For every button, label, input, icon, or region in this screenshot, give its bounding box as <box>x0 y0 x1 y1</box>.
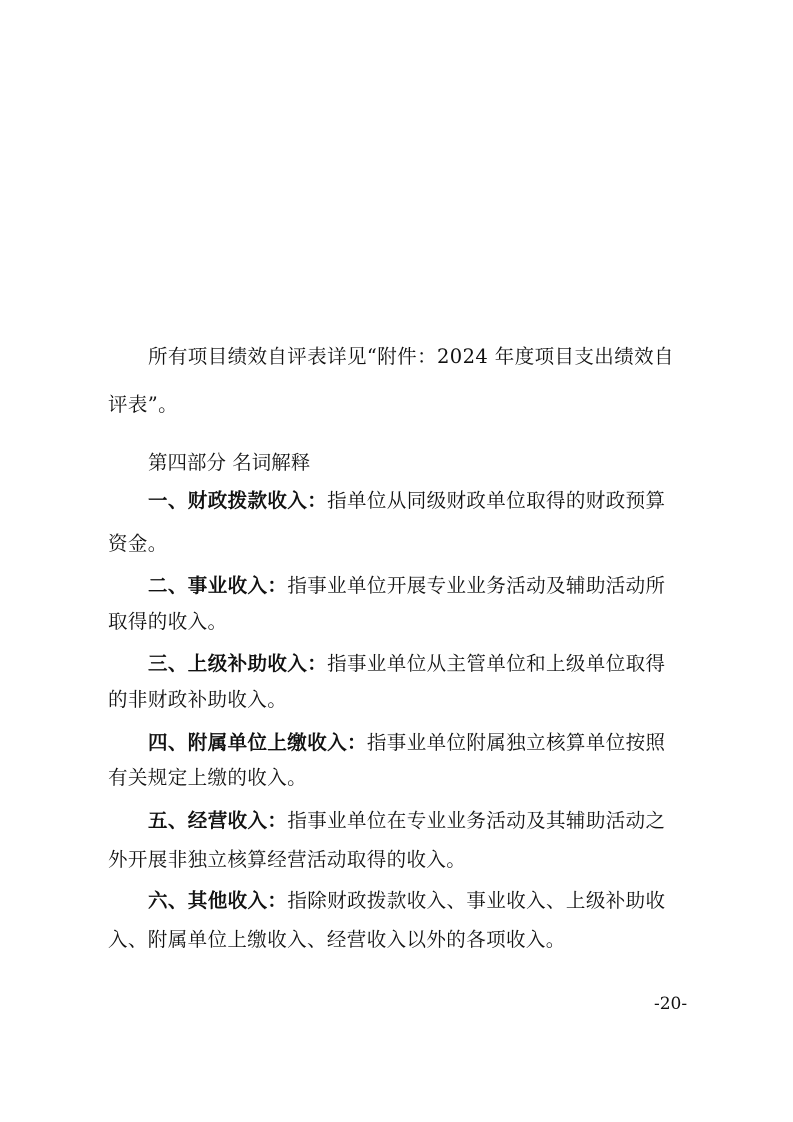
definition-term: 五、经营收入： <box>148 809 288 832</box>
definition-text: 指单位从同级财政单位取得的财政预算 <box>327 489 666 512</box>
definition-text: 指除财政拨款收入、事业收入、上级补助收 <box>287 889 666 912</box>
definition-text: 指事业单位在专业业务活动及其辅助活动之 <box>287 809 666 832</box>
definition-text: 指事业单位附属独立核算单位按照 <box>366 731 666 754</box>
definition-text: 指事业单位开展专业业务活动及辅助活动所 <box>287 574 666 597</box>
definition-term: 三、上级补助收入： <box>148 652 328 675</box>
definition-6-line-1 <box>148 888 665 914</box>
definition-4-line-2: 有关规定上缴的收入。 <box>108 766 308 789</box>
definition-term: 四、附属单位上缴收入： <box>148 731 367 754</box>
section-title: 第四部分 名词解释 <box>148 451 311 474</box>
definition-term: 一、财政拨款收入： <box>148 489 328 512</box>
definition-text: 指事业单位从主管单位和上级单位取得 <box>327 652 666 675</box>
intro-line-1: 所有项目绩效自评表详见“附件：2024 年度项目支出绩效自 <box>148 345 674 368</box>
definition-2-line-2: 取得的收入。 <box>108 610 228 633</box>
definition-3-line-2: 的非财政补助收入。 <box>108 688 288 711</box>
definition-term: 二、事业收入： <box>148 574 288 597</box>
definition-5-line-1 <box>148 808 665 834</box>
definition-6-line-2: 入、附属单位上缴收入、经营收入以外的各项收入。 <box>108 928 566 951</box>
definition-term: 六、其他收入： <box>148 889 288 912</box>
page-number: -20- <box>654 994 688 1014</box>
intro-line-2: 评表”。 <box>108 393 179 416</box>
definition-1-line-1 <box>148 488 665 514</box>
definition-5-line-2: 外开展非独立核算经营活动取得的收入。 <box>108 848 467 871</box>
definition-3-line-1 <box>148 651 665 677</box>
definition-1-line-2: 资金。 <box>108 532 168 555</box>
definition-4-line-1 <box>148 730 665 756</box>
definition-2-line-1 <box>148 573 665 599</box>
